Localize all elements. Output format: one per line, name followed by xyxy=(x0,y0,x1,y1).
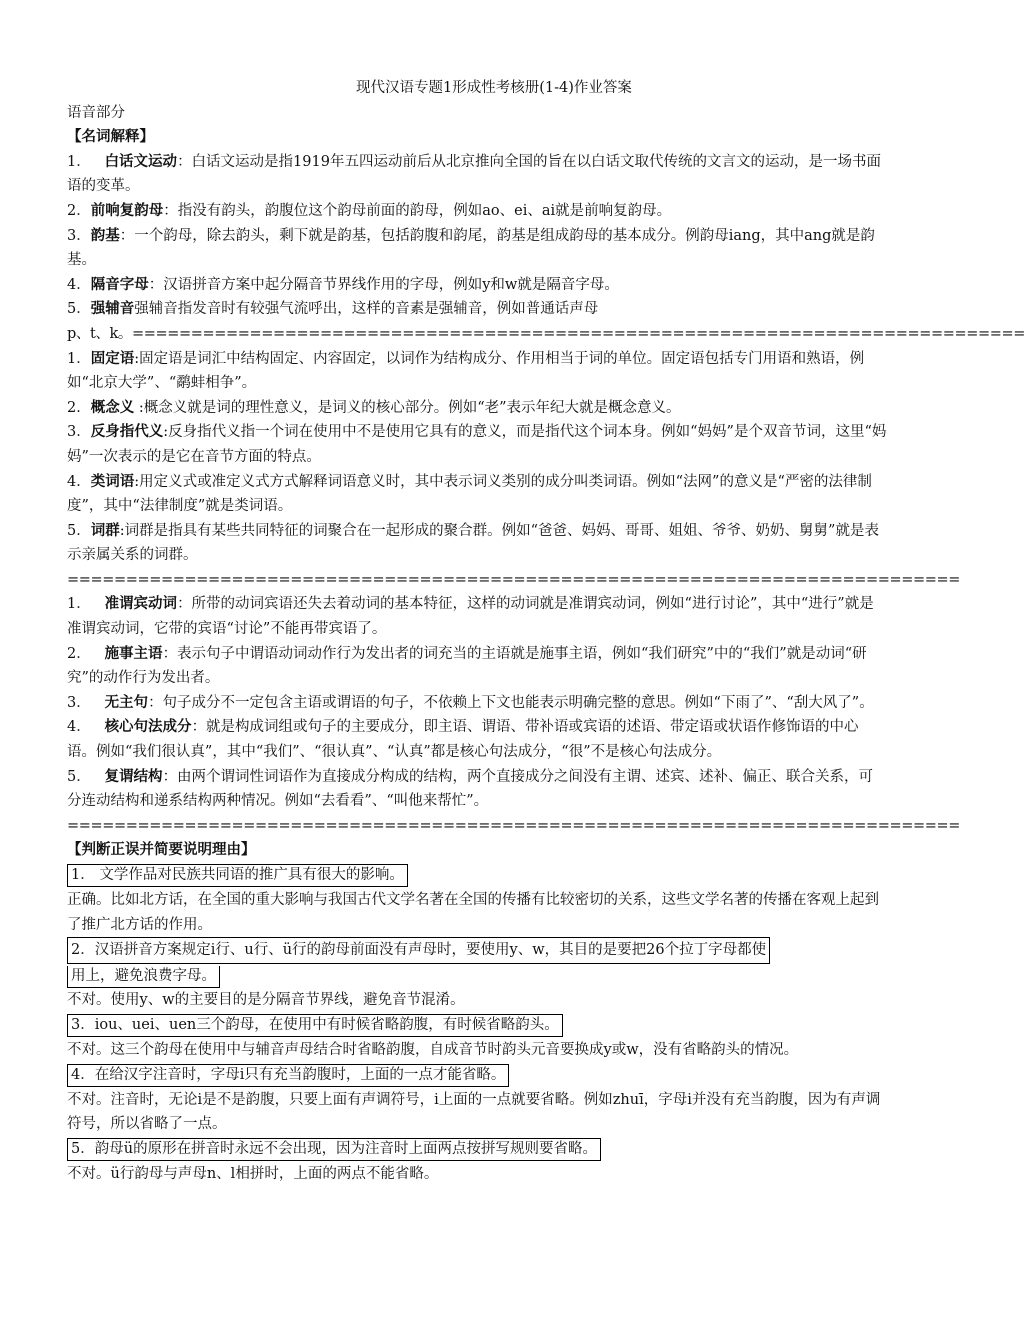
list-item: 2．前响复韵母：指没有韵头，韵腹位这个韵母前面的韵母，例如ao、ei、ai就是前响复韵母。 xyxy=(67,202,672,219)
term: 概念义 xyxy=(90,399,135,416)
answer-text: 不对。注音时，无论i是不是韵腹，只要上面有声调符号，i上面的一点就要省略。例如zhuī，字母i并没有充当韵腹，因为有声调符号，所以省略了一点。 xyxy=(67,1091,881,1133)
term: 前响复韵母 xyxy=(90,202,164,219)
answer-text: 不对。ü行韵母与声母n、l相拼时，上面的两点不能省略。 xyxy=(67,1165,439,1182)
answer-text: 正确。比如北方话，在全国的重大影响与我国古代文学名著在全国的传播有比较密切的关系，这些文学名著的传播在客观上起到了推广北方话的作用。 xyxy=(67,892,879,933)
document-page xyxy=(67,76,1025,1186)
list-item: 3．韵基：一个韵母，除去韵头，剩下就是韵基，包括韵腹和韵尾，韵基是组成韵母的基本成分。例韵母iang，其中ang就是韵基。 xyxy=(67,227,875,269)
phonetics-list xyxy=(67,150,887,322)
term: 反身指代义 xyxy=(90,424,164,441)
list-item: 1．固定语:固定语是词汇中结构固定、内容固定，以词作为结构成分、作用相当于词的单位。固定语包括专门用语和熟语，例如“北京大学”、“鹬蚌相争”。 xyxy=(67,350,865,392)
term: 核心句法成分 xyxy=(104,719,192,736)
grammar-list xyxy=(67,592,887,813)
question-box: 1． 文学作品对民族共同语的推广具有很大的影响。 xyxy=(67,864,408,887)
list-item: 2．概念义 :概念义就是词的理性意义，是词义的核心部分。例如“老”表示年纪大就是概念意义。 xyxy=(67,399,681,416)
list-item: 5．强辅音强辅音指发音时有较强气流呼出，这样的音素是强辅音，例如普通话声母 xyxy=(67,301,599,318)
list-item: 1． 准谓宾动词：所带的动词宾语还失去着动词的基本特征，这样的动词就是准谓宾动词，例如“进行讨论”，其中“进行”就是准谓宾动词，它带的宾语“讨论”不能再带宾语了。 xyxy=(67,596,874,638)
question-box: 5．韵母ü的原形在拼音时永远不会出现，因为注音时上面两点按拼写规则要省略。 xyxy=(67,1138,601,1161)
term: 词群 xyxy=(90,522,120,539)
answer-text: 不对。使用y、w的主要目的是分隔音节界线，避免音节混淆。 xyxy=(67,992,465,1009)
list-item: 2． 施事主语：表示句子中谓语动词动作行为发出者的词充当的主语就是施事主语，例如“我们研究”中的“我们”就是动词“研究”的动作行为发出者。 xyxy=(67,645,867,687)
section-label: 语音部分 xyxy=(67,104,125,121)
list-item: 1． 白话文运动：白话文运动是指1919年五四运动前后从北京推向全国的旨在以白话文取代传统的文言文的运动，是一场书面语的变革。 xyxy=(67,153,881,195)
question-box: 2．汉语拼音方案规定i行、u行、ü行的韵母前面没有声母时，要使用y、w，其目的是要把26个拉丁字母都使 xyxy=(67,937,770,964)
term: 白话文运动 xyxy=(104,153,178,170)
question-box: 4．在给汉字注音时，字母i只有充当韵腹时，上面的一点才能省略。 xyxy=(67,1064,509,1087)
separator-line: p、t、k。============================================================================ xyxy=(67,325,1025,342)
list-item: 5．词群:词群是指具有某些共同特征的词聚合在一起形成的聚合群。例如“爸爸、妈妈、哥哥、姐姐、爷爷、奶奶、舅舅”就是表示亲属关系的词群。 xyxy=(67,522,879,564)
question-box: 3．iou、uei、uen三个韵母，在使用中有时候省略韵腹，有时候省略韵头。 xyxy=(67,1014,563,1037)
term: 强辅音 xyxy=(90,301,135,318)
term: 类词语 xyxy=(90,473,135,490)
list-item: 5． 复谓结构：由两个谓词性词语作为直接成分构成的结构，两个直接成分之间没有主谓、述宾、述补、偏正、联合关系，可分连动结构和递系结构两种情况。例如“去看看”、“叫他来帮忙”。 xyxy=(67,768,874,810)
answer-text: 不对。这三个韵母在使用中与辅音声母结合时省略韵腹，自成音节时韵头元音要换成y或w，没有省略韵头的情况。 xyxy=(67,1041,799,1058)
separator-line: ============================================================================ xyxy=(67,817,960,834)
term: 施事主语 xyxy=(104,645,163,662)
page-title: 现代汉语专题1形成性考核册(1-4)作业答案 xyxy=(356,80,632,96)
term: 复谓结构 xyxy=(104,768,163,785)
list-item: 3． 无主句：句子成分不一定包含主语或谓语的句子，不依赖上下文也能表示明确完整的意思。例如“下雨了”、“刮大风了”。 xyxy=(67,694,874,711)
term: 无主句 xyxy=(104,694,149,711)
list-item: 4．隔音字母：汉语拼音方案中起分隔音节界线作用的字母，例如y和w就是隔音字母。 xyxy=(67,276,619,293)
vocab-list xyxy=(67,347,887,568)
term: 准谓宾动词 xyxy=(104,596,178,613)
list-item: 3．反身指代义:反身指代义指一个词在使用中不是使用它具有的意义，而是指代这个词本身。例如“妈妈”是个双音节词，这里“妈妈”一次表示的是它在音节方面的特点。 xyxy=(67,424,887,465)
separator-line: ============================================================================ xyxy=(67,571,960,588)
term: 固定语 xyxy=(90,350,135,367)
list-item: 4．类词语:用定义式或准定义式方式解释词语意义时，其中表示词义类别的成分叫类词语。例如“法网”的意义是“严密的法律制度”，其中“法律制度”就是类词语。 xyxy=(67,473,872,515)
question-box-continued: 用上，避免浪费字母。 xyxy=(67,966,220,988)
term: 韵基 xyxy=(90,227,120,244)
heading-terms: 【名词解释】 xyxy=(67,129,154,146)
list-item: 4． 核心句法成分：就是构成词组或句子的主要成分，即主语、谓语、带补语或宾语的述语、带定语或状语作修饰语的中心语。例如“我们很认真”，其中“我们”、“很认真”、“认真”都是核心句法成分，“很”不是核心句法成分。 xyxy=(67,719,859,761)
judge-list xyxy=(67,863,887,1186)
heading-judge: 【判断正误并简要说明理由】 xyxy=(67,842,256,859)
term: 隔音字母 xyxy=(90,276,149,293)
